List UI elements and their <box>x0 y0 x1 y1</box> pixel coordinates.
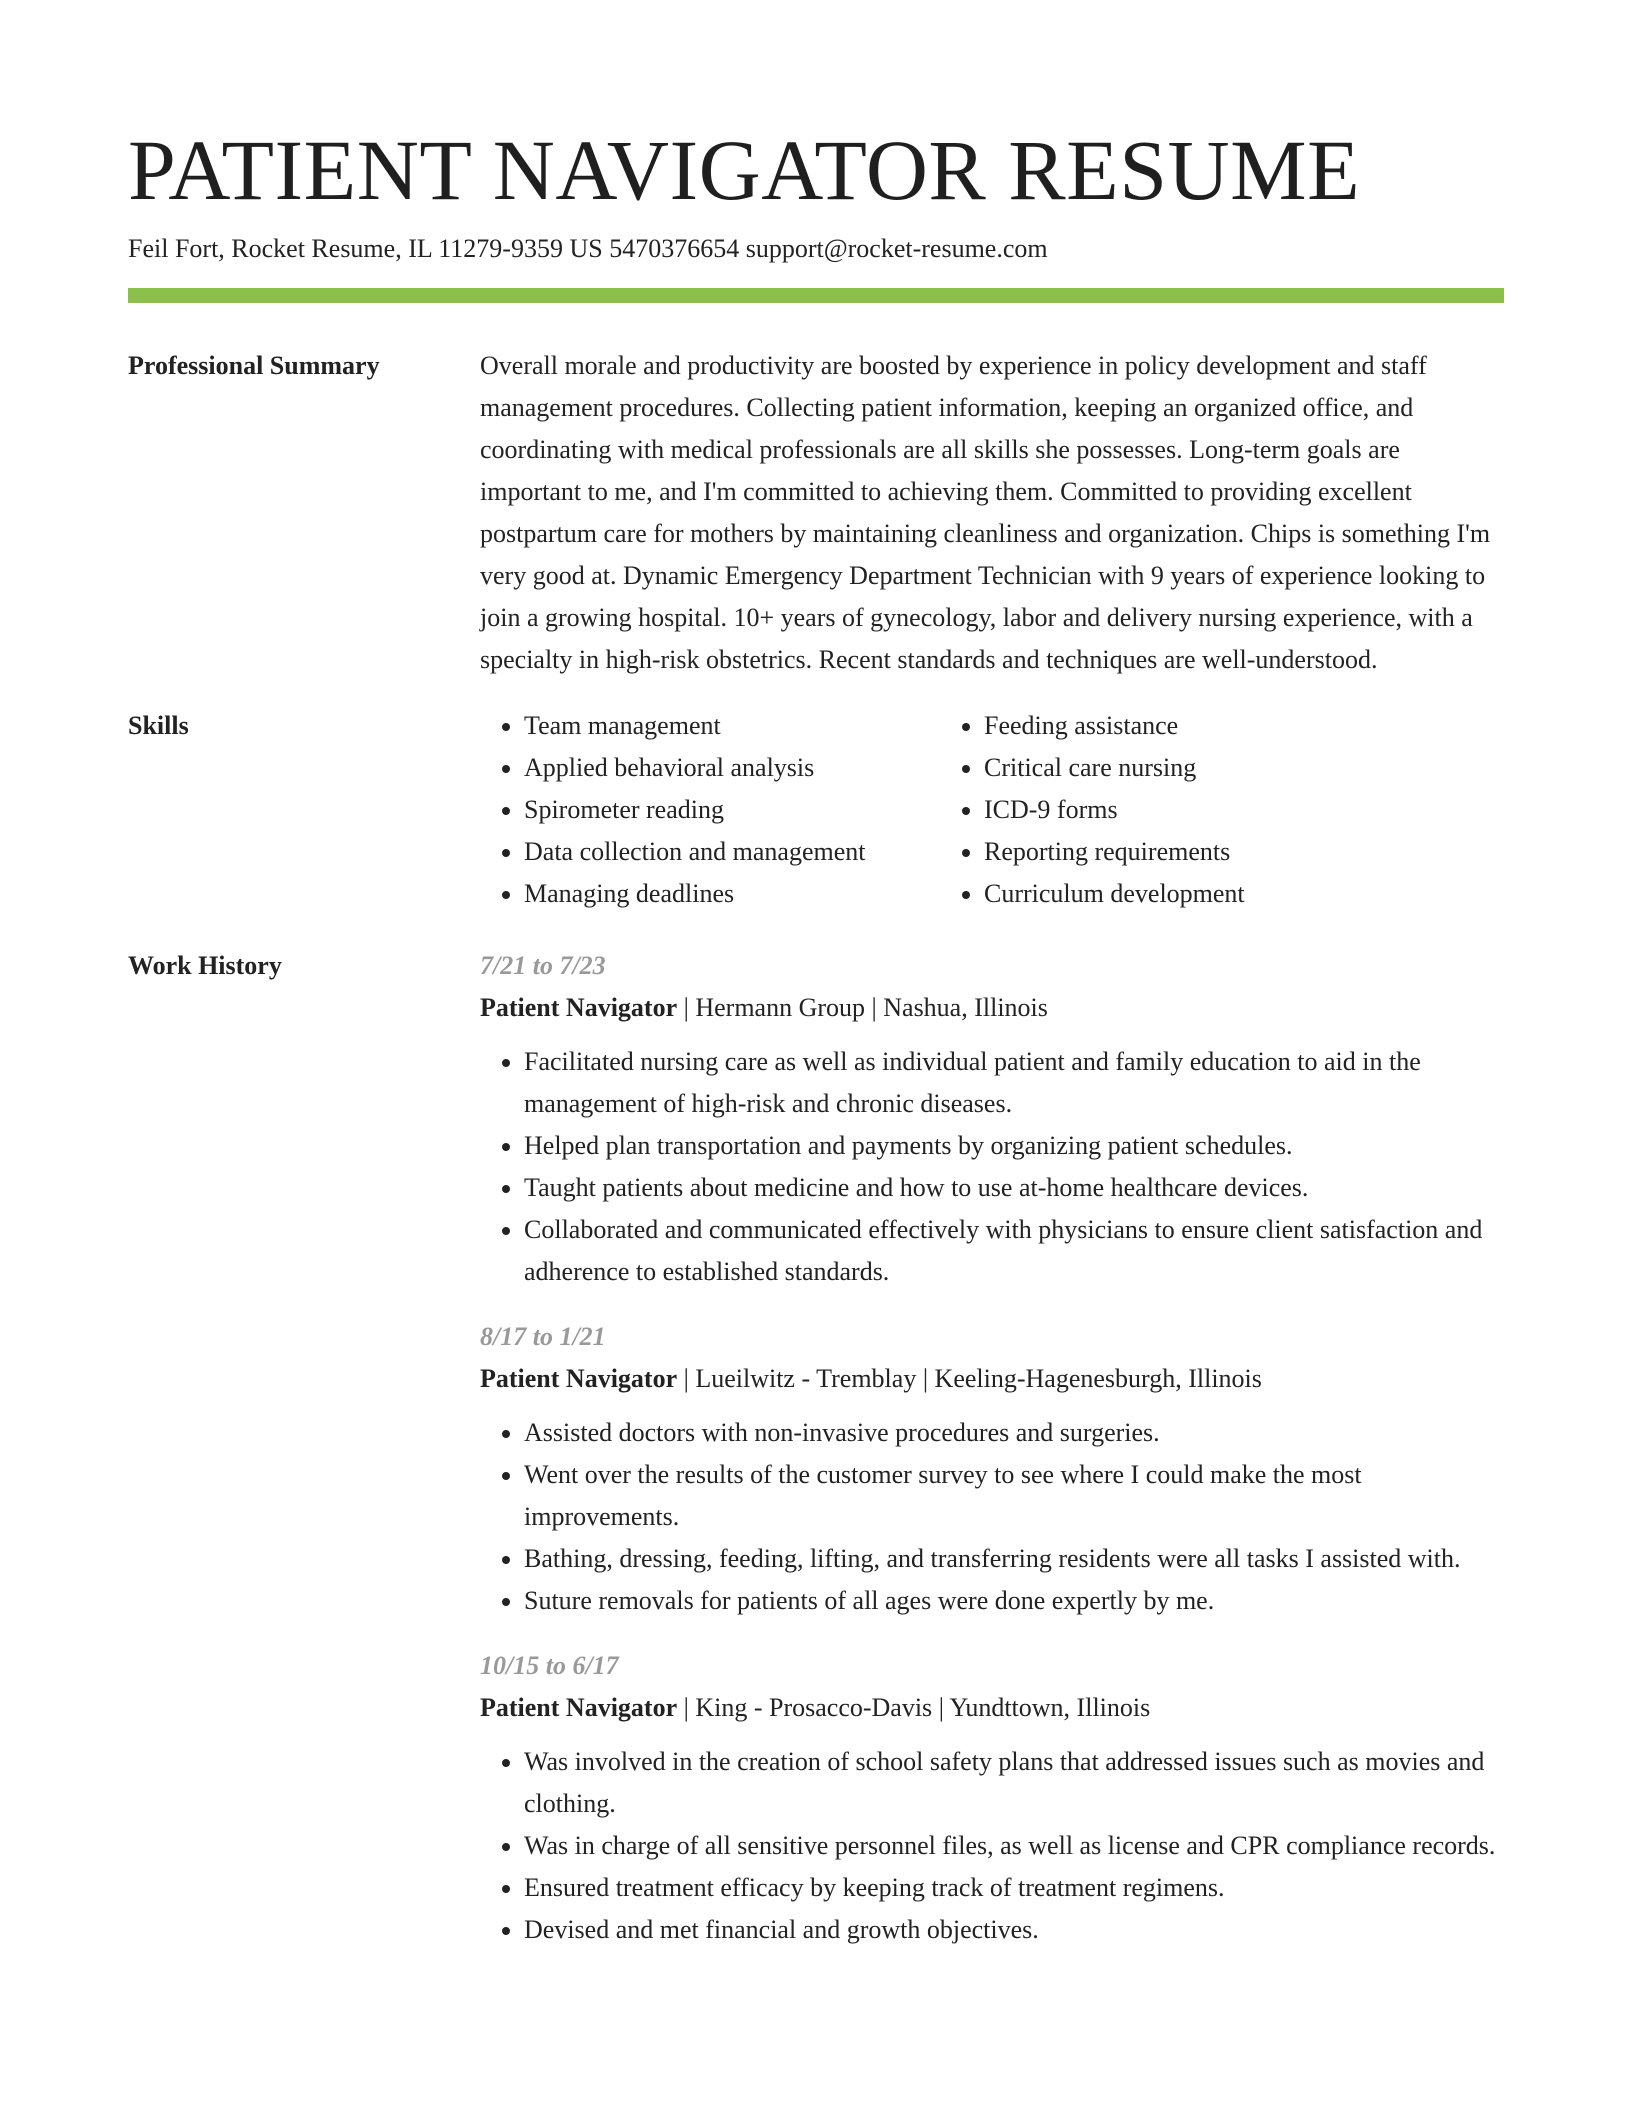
skill-item: • Feeding assistance <box>984 705 1504 747</box>
job-company: Lueilwitz - Tremblay <box>695 1364 917 1393</box>
job-bullet: • Devised and met financial and growth objectives. <box>524 1909 1504 1951</box>
summary-heading: Professional Summary <box>128 351 380 380</box>
skill-item: • Applied behavioral analysis <box>524 747 940 789</box>
skill-item: • Curriculum development <box>984 873 1504 915</box>
job-dates: 8/17 to 1/21 <box>480 1322 606 1351</box>
job-title: Patient Navigator <box>480 993 678 1022</box>
skills-body <box>480 713 1504 915</box>
summary-text: Overall morale and productivity are boosted by experience in policy development and staff management procedures. Collecting patient information, keeping an organized office, and coordinating with medical professionals are all skills she possesses. Long-term goals are important to me, and I'm committed to achieving them. Committed to providing excellent postpartum care for mothers by maintaining cleanliness and organization. Chips is something I'm very good at. Dynamic Emergency Department Technician with 9 years of experience looking to join a growing hospital. 10+ years of gynecology, labor and delivery nursing experience, with a specialty in high-risk obstetrics. Recent standards and techniques are well-understood. <box>480 351 1491 674</box>
job-entry <box>480 945 1504 1293</box>
job-separator: | <box>865 993 884 1022</box>
header-divider <box>128 288 1504 303</box>
job-bullet: • Went over the results of the customer survey to see where I could make the most improvements. <box>524 1454 1504 1538</box>
skills-section <box>128 713 1504 915</box>
job-bullet: • Ensured treatment efficacy by keeping track of treatment regimens. <box>524 1867 1504 1909</box>
skill-item: • Team management <box>524 705 940 747</box>
job-heading <box>480 1687 1504 1729</box>
job-bullet: • Taught patients about medicine and how to use at-home healthcare devices. <box>524 1167 1504 1209</box>
job-bullet: • Was involved in the creation of school safety plans that addressed issues such as movies and clothing. <box>524 1741 1504 1825</box>
skills-heading: Skills <box>128 711 189 740</box>
resume-page <box>128 0 1504 1982</box>
skill-item: • Managing deadlines <box>524 873 940 915</box>
job-bullet: • Bathing, dressing, feeding, lifting, and transferring residents were all tasks I assisted with. <box>524 1538 1504 1580</box>
skills-list-1 <box>480 705 940 915</box>
job-bullets <box>480 1412 1504 1622</box>
job-separator: | <box>677 1364 696 1393</box>
job-location: Nashua, Illinois <box>883 993 1048 1022</box>
job-company: King - Prosacco-Davis <box>695 1693 933 1722</box>
job-dates: 7/21 to 7/23 <box>480 951 606 980</box>
summary-section <box>128 353 1504 681</box>
job-bullet: • Facilitated nursing care as well as individual patient and family education to aid in the management of high-risk and chronic diseases. <box>524 1041 1504 1125</box>
skill-item: • ICD-9 forms <box>984 789 1504 831</box>
job-separator: | <box>932 1693 950 1722</box>
job-dates: 10/15 to 6/17 <box>480 1651 619 1680</box>
job-heading <box>480 987 1504 1029</box>
skill-item: • Spirometer reading <box>524 789 940 831</box>
job-bullets <box>480 1041 1504 1293</box>
job-bullet: • Helped plan transportation and payments by organizing patient schedules. <box>524 1125 1504 1167</box>
summary-body <box>480 353 1504 681</box>
job-bullet: • Assisted doctors with non-invasive procedures and surgeries. <box>524 1412 1504 1454</box>
work-history-body <box>480 953 1504 1982</box>
job-separator: | <box>677 993 696 1022</box>
skills-column-1 <box>480 705 940 915</box>
job-company: Hermann Group <box>695 993 866 1022</box>
resume-title: PATIENT NAVIGATOR RESUME <box>128 122 1361 218</box>
job-location: Yundttown, Illinois <box>949 1693 1151 1722</box>
job-separator: | <box>677 1693 696 1722</box>
skills-columns <box>480 705 1504 915</box>
skills-column-2 <box>940 705 1504 915</box>
job-entry <box>480 1645 1504 1951</box>
job-title: Patient Navigator <box>480 1364 678 1393</box>
job-bullets <box>480 1741 1504 1951</box>
job-location: Keeling-Hagenesburgh, Illinois <box>934 1364 1262 1393</box>
job-bullet: • Was in charge of all sensitive personnel files, as well as license and CPR compliance records. <box>524 1825 1504 1867</box>
work-history-section <box>128 953 1504 1982</box>
skills-list-2 <box>940 705 1504 915</box>
work-history-heading: Work History <box>128 951 282 980</box>
job-title: Patient Navigator <box>480 1693 678 1722</box>
skill-item: • Data collection and management <box>524 831 940 873</box>
skill-item: • Critical care nursing <box>984 747 1504 789</box>
job-entry <box>480 1316 1504 1622</box>
job-separator: | <box>916 1364 935 1393</box>
job-heading <box>480 1358 1504 1400</box>
skill-item: • Reporting requirements <box>984 831 1504 873</box>
contact-info: Feil Fort, Rocket Resume, IL 11279-9359 US 5470376654 support@rocket-resume.com <box>128 234 1048 263</box>
job-bullet: • Collaborated and communicated effectively with physicians to ensure client satisfaction and adherence to established standards. <box>524 1209 1504 1293</box>
job-bullet: • Suture removals for patients of all ages were done expertly by me. <box>524 1580 1504 1622</box>
